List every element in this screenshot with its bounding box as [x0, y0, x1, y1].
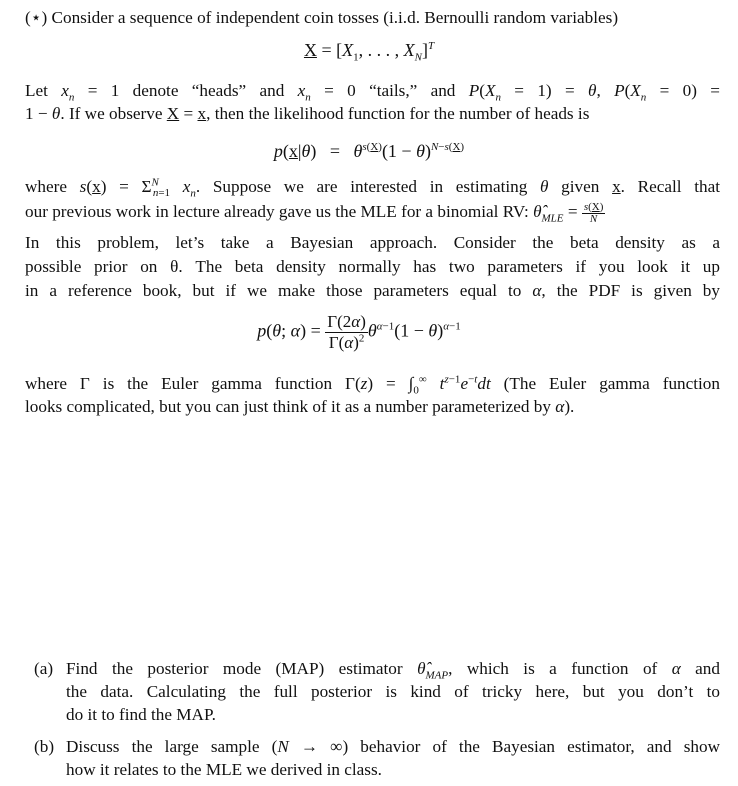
intro-text: Consider a sequence of independent coin tosses (i.i.d. Bernoulli random variables) [51, 8, 619, 27]
question-b-line-2: how it relates to the MLE we derived in class. [66, 760, 382, 779]
question-b-line-1: Discuss the large sample (N → ∞) behavior of the Bayesian estimator, and show [66, 737, 720, 756]
likelihood-equation: $p(x|\theta) = \theta^{s(X)}(1 - \theta)^{N-s(X)}$ [273, 141, 465, 161]
paragraph-1-line-1: Let $x_n = 1$ denote “heads” and $x_n = 0$ “tails,” and $P(X_n = 1) = \theta$, $P(X_n = 0)$ = [25, 81, 720, 104]
paragraph-4-line-2: looks complicated, but you can just think of it as a number parameterized by α). [25, 397, 575, 416]
question-a [34, 657, 720, 726]
question-a-label: (a) [34, 659, 54, 678]
paragraph-2-line-1: where $s(x) = \Sigma^N_{n=1}$ $x_n$. Suppose we are interested in estimating θ given x. Recall that [25, 176, 720, 200]
intro-line [25, 6, 720, 29]
question-b [34, 735, 720, 781]
beta-density-equation: p(θ; α) = $\frac{\Gamma(2\alpha)}{\Gamma(\alpha)^2}$ $\theta^{\alpha-1}(1 - \theta)^{\alpha-1}$ [257, 312, 461, 352]
question-a-line-2: the data. Calculating the full posterior is kind of tricky here, but you don’t to [66, 682, 720, 701]
star-marker: (⋆) [25, 8, 48, 27]
question-a-line-3: do it to find the MAP. [66, 705, 216, 724]
question-a-line-1: Find the posterior mode (MAP) estimator $\thetâ_{MAP}$, which is a function of α and [66, 659, 720, 682]
question-b-label: (b) [34, 737, 55, 756]
paragraph-4-line-1: where Γ is the Euler gamma function $\Gamma(z) = \int_0^\infty$ $t^{z-1}e^{-t}dt$ (The Euler gamma function [25, 373, 720, 397]
paragraph-3-line-2: possible prior on θ. The beta density normally has two parameters if you look it up [25, 257, 720, 276]
paragraph-2-line-2: our previous work in lecture already gave us the MLE for a binomial RV: $\thetâ_{MLE}$ = $\frac{s(X)}{N}$ [25, 200, 604, 225]
sequence-equation: $X = [X_1$, . . . , $X_N]^T$ [303, 40, 435, 64]
paragraph-1-line-2: 1 − θ. If we observe X = x, then the likelihood function for the number of heads is [25, 104, 590, 123]
paragraph-3-line-3: in a reference book, but if we make those parameters equal to α, the PDF is given by [25, 281, 720, 300]
paragraph-3-line-1: In this problem, let’s take a Bayesian approach. Consider the beta density as a [25, 233, 720, 252]
mle-fraction: $\frac{s(X)}{N}$ [583, 200, 604, 225]
